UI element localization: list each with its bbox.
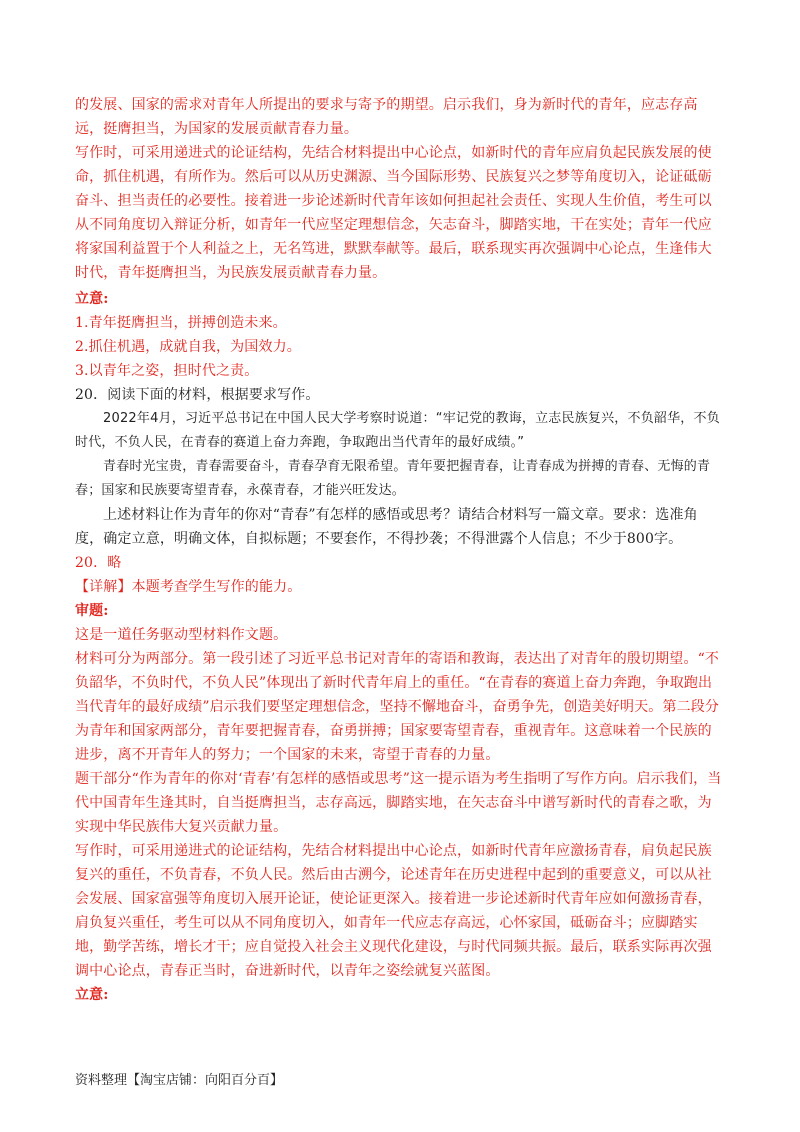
answer20-shenti-line-1: 这是一道任务驱动型材料作文题。 (75, 627, 288, 643)
answer19-analysis-paragraph: 的发展、国家的需求对青年人所提出的要求与寄予的期望。启示我们，身为新时代的青年，应志存高远，挺膺担当，为国家的发展贡献青春力量。 (75, 97, 698, 137)
answer20-head: 20．略 (75, 555, 122, 571)
answer20-writing-paragraph: 写作时，可采用递进式的论证结构，先结合材料提出中心论点，如新时代青年应激扬青春，肩负起民族复兴的重任，不负青春，不负人民。然后由古溯今，论述青年在历史进程中起到的重要意义，可以从社会发展、国家富强等角度切入展开论证，使论证更深入。接着进一步论述新时代青年应如何激扬青春，肩负复兴重任，考生可以从不同角度切入，如青年一代应志存高远，心怀家国，砥砺奋斗；应脚踏实地，勤学苦练，增长才干；应自觉投入社会主义现代化建设，与时代同频共振。最后，联系实际再次强调中心论点，青春正当时，奋进新时代，以青年之姿绘就复兴蓝图。 (75, 843, 712, 979)
question20-requirement: 上述材料让作为青年的你对“青春”有怎样的感悟或思考？请结合材料写一篇文章。要求：选准角度，确定立意，明确文体，自拟标题；不要套作，不得抄袭；不得泄露个人信息；不少于800字。 (75, 507, 698, 547)
answer19-liyi-heading: 立意: (75, 291, 109, 307)
answer20-detail: 【详解】本题考查学生写作的能力。 (75, 579, 302, 595)
question20-material-1: 2022年4月，习近平总书记在中国人民大学考察时说道：“牢记党的教诲，立志民族复兴，不负韶华，不负时代，不负人民，在青春的赛道上奋力奔跑，争取跑出当代青年的最好成绩。” (75, 411, 720, 450)
answer19-point-3: 3.以青年之姿，担时代之责。 (75, 363, 259, 379)
answer19-point-2: 2.抓住机遇，成就自我，为国效力。 (75, 339, 301, 355)
question20-prompt: 20．阅读下面的材料，根据要求写作。 (75, 387, 320, 403)
answer20-prompt-analysis: 题干部分“作为青年的你对‘青春’有怎样的感悟或思考”这一提示语为考生指明了写作方向。启示我们，当代中国青年生逢其时，自当挺膺担当，志存高远，脚踏实地，在矢志奋斗中谱写新时代的青春之歌，为实现中华民族伟大复兴贡献力量。 (75, 771, 722, 835)
document-body (75, 93, 725, 1007)
question20-material-2: 青春时光宝贵，青春需要奋斗，青春孕育无限希望。青年要把握青春，让青春成为拼搏的青春、无悔的青春；国家和民族要寄望青春，永葆青春，才能兴旺发达。 (75, 459, 711, 498)
answer20-material-analysis: 材料可分为两部分。第一段引述了习近平总书记对青年的寄语和教诲，表达出了对青年的殷切期望。“不负韶华，不负时代，不负人民”体现出了新时代青年肩上的重任。“在青春的赛道上奋力奔跑，争取跑出当代青年的最好成绩”启示我们要坚定理想信念，坚持不懈地奋斗，奋勇争先，创造美好明天。第二段分为青年和国家两部分，青年要把握青春，奋勇拼搏；国家要寄望青春，重视青年。这意味着一个民族的进步，离不开青年人的努力；一个国家的未来，寄望于青春的力量。 (75, 651, 720, 763)
answer19-point-1: 1.青年挺膺担当，拼搏创造未来。 (75, 315, 287, 331)
page-footer: 资料整理【淘宝店铺：向阳百分百】 (75, 1073, 284, 1088)
answer19-writing-paragraph: 写作时，可采用递进式的论证结构，先结合材料提出中心论点，如新时代的青年应肩负起民族发展的使命，抓住机遇，有所作为。然后可以从历史渊源、当今国际形势、民族复兴之梦等角度切入，论证砥砺奋斗、担当责任的必要性。接着进一步论述新时代青年该如何担起社会责任、实现人生价值，考生可以从不同角度切入辩证分析，如青年一代应坚定理想信念，矢志奋斗，脚踏实地，干在实处；青年一代应将家国利益置于个人利益之上，无名笃进，默默奉献等。最后，联系现实再次强调中心论点，生逢伟大时代，青年挺膺担当，为民族发展贡献青春力量。 (75, 145, 712, 281)
answer20-shenti-heading: 审题: (75, 603, 109, 619)
answer20-liyi-heading: 立意: (75, 987, 109, 1003)
